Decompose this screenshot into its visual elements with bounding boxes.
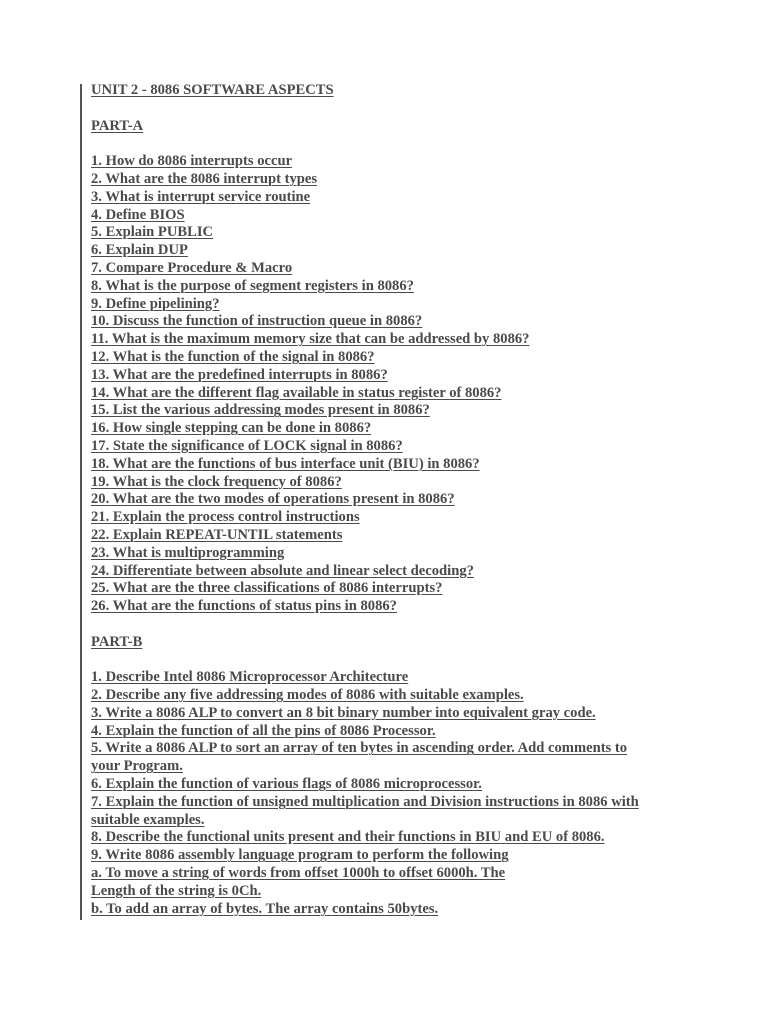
part-b-line: 6. Explain the function of various flags of 8086 microprocessor. [91,776,482,793]
part-a-item: 25. What are the three classifications of 8086 interrupts? [91,580,443,597]
part-b-line: Length of the string is 0Ch. [91,882,262,899]
part-a-heading: PART-A [91,117,144,134]
part-a-item: 9. Define pipelining? [91,295,220,312]
part-a-item: 24. Differentiate between absolute and linear select decoding? [91,562,474,579]
part-b-line: 9. Write 8086 assembly language program to perform the following [91,847,509,864]
part-a-item: 5. Explain PUBLIC [91,224,214,241]
part-a-item: 12. What is the function of the signal in 8086? [91,348,375,365]
part-a-item: 4. Define BIOS [91,206,185,223]
part-b-line: suitable examples. [91,811,205,828]
part-a-item: 14. What are the different flag available in status register of 8086? [91,384,502,401]
part-a-list [91,153,731,616]
quote-bar [80,84,82,920]
part-a-item: 7. Compare Procedure & Macro [91,259,293,276]
part-b-line: your Program. [91,758,183,775]
part-a-item: 15. List the various addressing modes present in 8086? [91,402,430,419]
part-a-item: 11. What is the maximum memory size that can be addressed by 8086? [91,331,530,348]
part-a-item: 3. What is interrupt service routine [91,188,311,205]
part-b-line: a. To move a string of words from offset 1000h to offset 6000h. The [91,865,506,882]
part-b-line: 2. Describe any five addressing modes of 8086 with suitable examples. [91,687,524,704]
part-a-item: 13. What are the predefined interrupts in 8086? [91,366,388,383]
part-a-item: 1. How do 8086 interrupts occur [91,153,293,170]
part-a-item: 22. Explain REPEAT-UNTIL statements [91,526,343,543]
part-b-line: 5. Write a 8086 ALP to sort an array of ten bytes in ascending order. Add comments to [91,740,628,757]
part-a-item: 26. What are the functions of status pins in 8086? [91,598,397,615]
part-b-heading: PART-B [91,633,143,650]
part-b-line: 8. Describe the functional units present and their functions in BIU and EU of 8086. [91,829,605,846]
part-a-item: 8. What is the purpose of segment registers in 8086? [91,277,414,294]
document-content [91,82,731,918]
part-a-item: 2. What are the 8086 interrupt types [91,170,318,187]
part-b-line: b. To add an array of bytes. The array contains 50bytes. [91,900,439,917]
part-a-item: 18. What are the functions of bus interface unit (BIU) in 8086? [91,455,480,472]
part-b-line: 7. Explain the function of unsigned multiplication and Division instructions in 8086 with [91,793,639,810]
part-a-item: 23. What is multiprogramming [91,544,285,561]
part-a-item: 16. How single stepping can be done in 8086? [91,420,372,437]
part-b-line: 1. Describe Intel 8086 Microprocessor Architecture [91,669,409,686]
part-b-list [91,669,731,918]
part-a-item: 20. What are the two modes of operations present in 8086? [91,491,455,508]
unit-title: UNIT 2 - 8086 SOFTWARE ASPECTS [91,82,334,98]
part-a-item: 17. State the significance of LOCK signal in 8086? [91,437,403,454]
part-b-line: 4. Explain the function of all the pins of 8086 Processor. [91,722,436,739]
part-a-item: 10. Discuss the function of instruction queue in 8086? [91,313,423,330]
part-a-item: 19. What is the clock frequency of 8086? [91,473,342,490]
part-a-item: 6. Explain DUP [91,242,188,259]
part-b-line: 3. Write a 8086 ALP to convert an 8 bit binary number into equivalent gray code. [91,704,596,721]
part-a-item: 21. Explain the process control instructions [91,509,360,526]
